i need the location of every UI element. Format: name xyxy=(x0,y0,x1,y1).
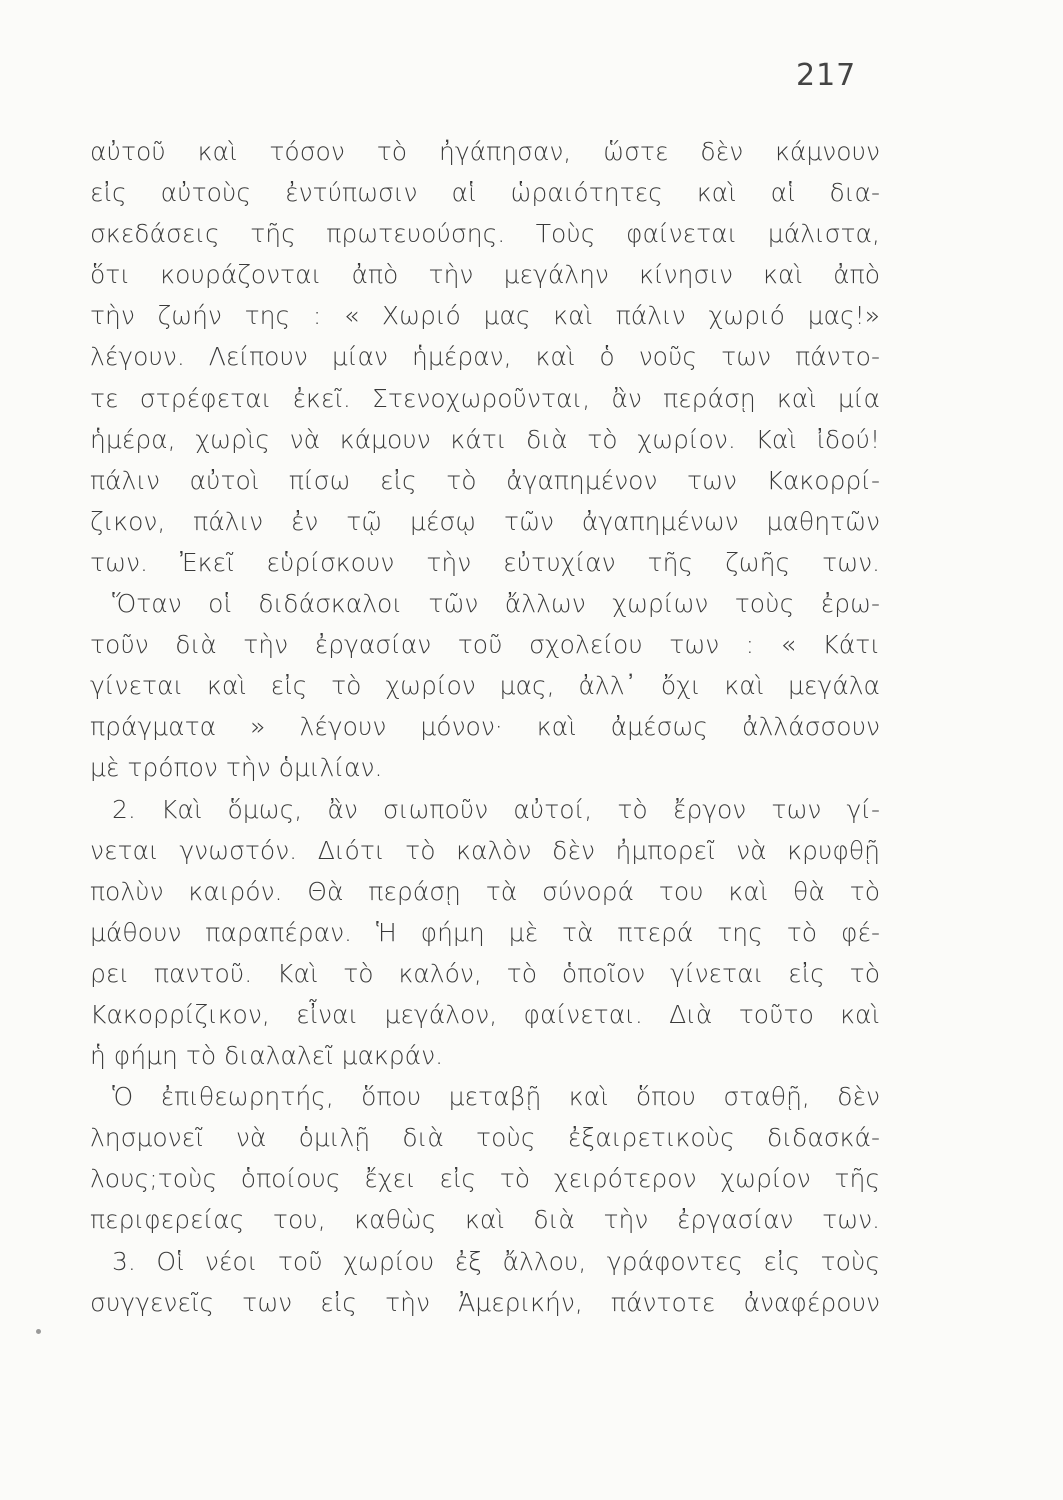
body-text xyxy=(90,131,880,1323)
text-line: σκεδάσεις τῆς πρωτευούσης. Τοὺς φαίνεται μάλιστα, xyxy=(90,219,880,249)
text-line: 2. Καὶ ὅμως, ἂν σιωποῦν αὐτοί, τὸ ἔργον των γί- xyxy=(112,794,880,824)
text-line: ἡμέρα, χωρὶς νὰ κάμουν κάτι διὰ τὸ χωρίον. Καὶ ἰδού! xyxy=(90,424,880,454)
text-line: Κακορρίζικον, εἶναι μεγάλον, φαίνεται. Διὰ τοῦτο καὶ xyxy=(90,999,880,1029)
text-line: ρει παντοῦ. Καὶ τὸ καλόν, τὸ ὁποῖον γίνεται εἰς τὸ xyxy=(90,958,880,988)
text-line: λέγουν. Λείπουν μίαν ἡμέραν, καὶ ὁ νοῦς των πάντο- xyxy=(90,342,880,372)
text-line: λους;τοὺς ὁποίους ἔχει εἰς τὸ χειρότερον χωρίον τῆς xyxy=(90,1164,880,1194)
text-line: 3. Οἱ νέοι τοῦ χωρίου ἐξ ἄλλου, γράφοντες εἰς τοὺς xyxy=(112,1246,880,1276)
text-line: νεται γνωστόν. Διότι τὸ καλὸν δὲν ἠμπορεῖ νὰ κρυφθῇ xyxy=(90,835,880,865)
text-line: ζικον, πάλιν ἐν τῷ μέσῳ τῶν ἀγαπημένων μαθητῶν xyxy=(90,506,880,536)
text-line: των. Ἐκεῖ εὑρίσκουν τὴν εὐτυχίαν τῆς ζωῆς των. xyxy=(90,547,880,577)
page-number: 217 xyxy=(796,58,857,93)
text-line: λησμονεῖ νὰ ὁμιλῇ διὰ τοὺς ἐξαιρετικοὺς διδασκά- xyxy=(90,1123,880,1153)
text-line: περιφερείας του, καθὼς καὶ διὰ τὴν ἐργασίαν των. xyxy=(90,1205,880,1235)
text-line: ὅτι κουράζονται ἀπὸ τὴν μεγάλην κίνησιν καὶ ἀπὸ xyxy=(90,260,880,290)
text-line: τὴν ζωήν της : « Χωριό μας καὶ πάλιν χωριό μας!» xyxy=(90,301,880,331)
text-line: συγγενεῖς των εἰς τὴν Ἀμερικήν, πάντοτε ἀναφέρουν xyxy=(90,1287,880,1317)
text-line: εἰς αὐτοὺς ἐντύπωσιν αἱ ὡραιότητες καὶ αἱ δια- xyxy=(90,178,880,208)
text-line: τοῦν διὰ τὴν ἐργασίαν τοῦ σχολείου των : « Κάτι xyxy=(90,630,880,660)
text-line: πράγματα » λέγουν μόνον· καὶ ἀμέσως ἀλλάσσουν xyxy=(90,712,880,742)
text-line: Ὅταν οἱ διδάσκαλοι τῶν ἄλλων χωρίων τοὺς ἐρω- xyxy=(112,589,880,619)
text-line: Ὁ ἐπιθεωρητής, ὅπου μεταβῇ καὶ ὅπου σταθῇ, δὲν xyxy=(112,1082,880,1112)
paper-speck xyxy=(36,1329,41,1334)
text-line: πολὺν καιρόν. Θὰ περάσῃ τὰ σύνορά του καὶ θὰ τὸ xyxy=(90,876,880,906)
text-line: τε στρέφεται ἐκεῖ. Στενοχωροῦνται, ἂν περάσῃ καὶ μία xyxy=(90,383,880,413)
text-line: αὐτοῦ καὶ τόσον τὸ ἠγάπησαν, ὥστε δὲν κάμνουν xyxy=(90,137,880,166)
text-line: πάλιν αὐτοὶ πίσω εἰς τὸ ἀγαπημένον των Κακορρί- xyxy=(90,465,880,495)
text-line: μὲ τρόπον τὴν ὁμιλίαν. xyxy=(90,753,383,783)
text-line: μάθουν παραπέραν. Ἡ φήμη μὲ τὰ πτερά της τὸ φέ- xyxy=(90,917,880,947)
text-line: γίνεται καὶ εἰς τὸ χωρίον μας, ἀλλ᾽ ὄχι καὶ μεγάλα xyxy=(90,671,880,701)
text-line: ἡ φήμη τὸ διαλαλεῖ μακράν. xyxy=(90,1041,444,1071)
